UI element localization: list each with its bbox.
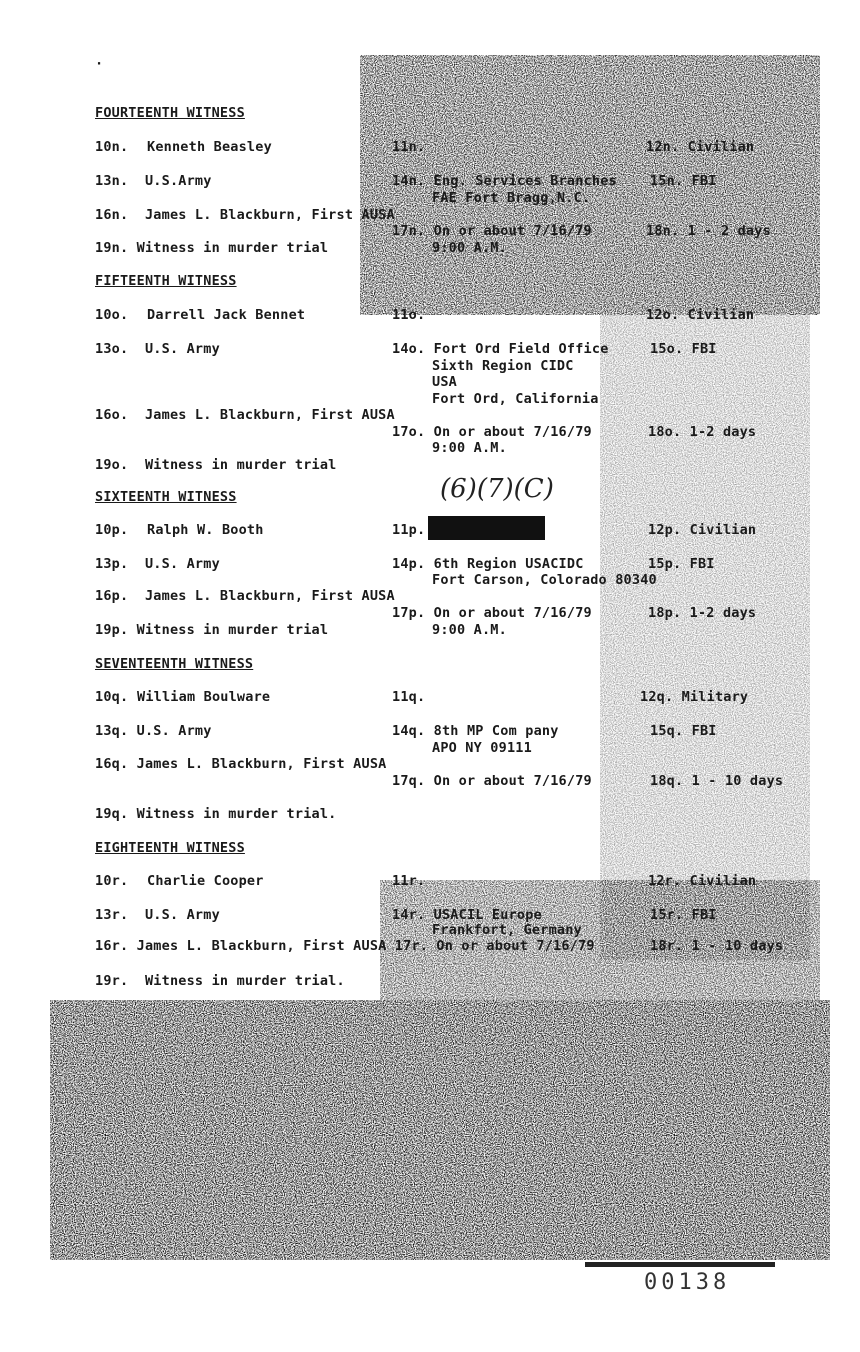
field-14-line2: Sixth Region CIDC bbox=[432, 358, 574, 374]
field-18: 18p. 1-2 days bbox=[648, 605, 757, 621]
page-number: 00138 bbox=[644, 1270, 731, 1295]
field-11: 11o. bbox=[392, 307, 426, 323]
field-12: 12r. Civilian bbox=[648, 873, 757, 889]
field-15: 15q. FBI bbox=[650, 723, 717, 739]
field-14-line2: Frankfort, Germany bbox=[432, 922, 582, 938]
field-14: 14p. 6th Region USACIDC bbox=[392, 556, 584, 572]
field-15: 15n. FBI bbox=[650, 173, 717, 189]
bottom-rule bbox=[585, 1262, 775, 1267]
field-13: 13p. U.S. Army bbox=[95, 556, 220, 572]
name-label: 10n. bbox=[95, 139, 129, 155]
page-mark: · bbox=[95, 56, 104, 72]
witness-name: Charlie Cooper bbox=[147, 873, 264, 889]
name-label: 10q. bbox=[95, 689, 129, 705]
field-13: 13r. U.S. Army bbox=[95, 907, 220, 923]
field-14: 14q. 8th MP Com pany bbox=[392, 723, 559, 739]
field-11: 11r. bbox=[392, 873, 426, 889]
field-18: 18r. 1 - 10 days bbox=[650, 938, 784, 954]
field-19: 19p. Witness in murder trial bbox=[95, 622, 329, 638]
field-18: 18o. 1-2 days bbox=[648, 424, 757, 440]
field-16: 16n. James L. Blackburn, First AUSA bbox=[95, 207, 395, 223]
field-14: 14o. Fort Ord Field Office bbox=[392, 341, 609, 357]
field-14: 14n. Eng. Services Branches bbox=[392, 173, 617, 189]
field-18: 18q. 1 - 10 days bbox=[650, 773, 784, 789]
field-13: 13o. U.S. Army bbox=[95, 341, 220, 357]
field-14-line2: FAE Fort Bragg,N.C. bbox=[432, 190, 591, 206]
redaction-bar bbox=[428, 516, 545, 540]
field-17: 17q. On or about 7/16/79 bbox=[392, 773, 592, 789]
field-17: 17n. On or about 7/16/79 bbox=[392, 223, 592, 239]
field-11: 11n. bbox=[392, 139, 426, 155]
handwritten-exemption-code: (6)(7)(C) bbox=[440, 474, 554, 504]
name-label: 10p. bbox=[95, 522, 129, 538]
field-14-line2: APO NY 09111 bbox=[432, 740, 532, 756]
field-16-17: 16r. James L. Blackburn, First AUSA 17r. On or about 7/16/79 bbox=[95, 938, 595, 954]
field-12: 12p. Civilian bbox=[648, 522, 757, 538]
field-19: 19q. Witness in murder trial. bbox=[95, 806, 337, 822]
witness-heading: SEVENTEENTH WITNESS bbox=[95, 656, 254, 672]
witness-heading: EIGHTEENTH WITNESS bbox=[95, 840, 245, 856]
field-19: 19n. Witness in murder trial bbox=[95, 240, 329, 256]
field-15: 15r. FBI bbox=[650, 907, 717, 923]
field-17-line2: 9:00 A.M. bbox=[432, 440, 507, 456]
name-label: 10o. bbox=[95, 307, 129, 323]
name-label: 10r. bbox=[95, 873, 129, 889]
field-14-line2: Fort Carson, Colorado 80340 bbox=[432, 572, 657, 588]
field-19: 19o. Witness in murder trial bbox=[95, 457, 337, 473]
witness-name: Kenneth Beasley bbox=[147, 139, 272, 155]
field-17: 17p. On or about 7/16/79 bbox=[392, 605, 592, 621]
field-15: 15p. FBI bbox=[648, 556, 715, 572]
field-12: 12n. Civilian bbox=[646, 139, 755, 155]
field-16: 16o. James L. Blackburn, First AUSA bbox=[95, 407, 395, 423]
field-14-line4: Fort Ord, California bbox=[432, 391, 599, 407]
field-11: 11p. bbox=[392, 522, 426, 538]
field-17-line2: 9:00 A.M. bbox=[432, 240, 507, 256]
witness-name: Darrell Jack Bennet bbox=[147, 307, 306, 323]
field-16: 16p. James L. Blackburn, First AUSA bbox=[95, 588, 395, 604]
witness-name: William Boulware bbox=[137, 689, 271, 705]
field-13: 13n. U.S.Army bbox=[95, 173, 212, 189]
field-17: 17o. On or about 7/16/79 bbox=[392, 424, 592, 440]
field-14: 14r. USACIL Europe bbox=[392, 907, 542, 923]
witness-name: Ralph W. Booth bbox=[147, 522, 264, 538]
field-15: 15o. FBI bbox=[650, 341, 717, 357]
field-18: 18n. 1 - 2 days bbox=[646, 223, 771, 239]
field-12: 12o. Civilian bbox=[646, 307, 755, 323]
field-14-line3: USA bbox=[432, 374, 457, 390]
field-12: 12q. Military bbox=[640, 689, 749, 705]
field-13: 13q. U.S. Army bbox=[95, 723, 212, 739]
field-16: 16q. James L. Blackburn, First AUSA bbox=[95, 756, 387, 772]
witness-heading: SIXTEENTH WITNESS bbox=[95, 489, 237, 505]
field-19: 19r. Witness in murder trial. bbox=[95, 973, 345, 989]
witness-heading: FOURTEENTH WITNESS bbox=[95, 105, 245, 121]
field-11: 11q. bbox=[392, 689, 426, 705]
witness-heading: FIFTEENTH WITNESS bbox=[95, 273, 237, 289]
field-17-line2: 9:00 A.M. bbox=[432, 622, 507, 638]
